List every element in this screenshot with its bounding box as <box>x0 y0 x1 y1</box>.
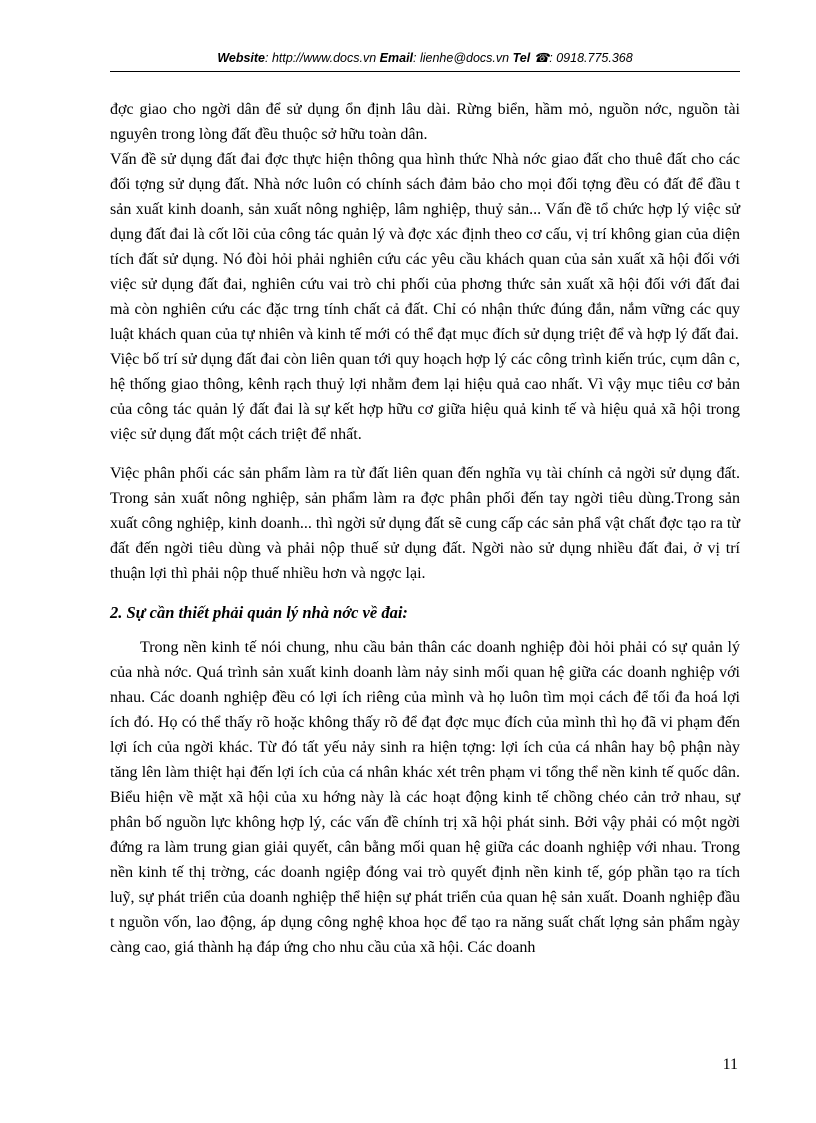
paragraph-2: Vấn đề sử dụng đất đai đợc thực hiện thông qua hình thức Nhà nớc giao đất cho thuê đất cho các đối tợng sử dụng đất. Nhà nớc luôn có chính sách đảm bảo cho mọi đối tợng đều có đất để đầu t sản xuất kinh doanh, sản xuất nông nghiệp, lâm nghiệp, thuỷ sản... Vấn đề tổ chức hợp lý việc sử dụng đất đai là cốt lõi của công tác quản lý và đợc xác định theo cơ cấu, vị trí không gian của diện tích đất sử dụng. Nó đòi hỏi phải nghiên cứu các yêu cầu khách quan của sản xuất xã hội đối với việc sử dụng đất đai, nghiên cứu vai trò chi phối của phơng thức sản xuất xã hội đối với đất đai mà còn nghiên cứu các đặc trng tính chất cả đất. Chỉ có nhận thức đúng đắn, nắm vững các quy luật khách quan của tự nhiên và kinh tế mới có thể đạt mục đích sử dụng triệt để và hợp lý đất đai. <box>110 151 740 343</box>
telephone-icon: ☎ <box>533 51 550 65</box>
email-label: Email <box>379 51 414 65</box>
page-content <box>110 97 740 960</box>
paragraph-4: Việc phân phối các sản phẩm làm ra từ đất liên quan đến nghĩa vụ tài chính cả ngời sử dụng đất. Trong sản xuất nông nghiệp, sản phẩm làm ra đợc phân phối đến tay ngời tiêu dùng.Trong sản xuất công nghiệp, kinh doanh... thì ngời sử dụng đất sẽ cung cấp các sản phẩ vật chất đợc tạo ra từ đất đến ngời tiêu dùng và phải nộp thuế sử dụng đất. Ngời nào sử dụng nhiều đất đai, ở vị trí thuận lợi thì phải nộp thuế nhiều hơn và ngợc lại. <box>110 465 740 582</box>
email-value: : lienhe@docs.vn <box>413 51 510 65</box>
section-heading: 2. Sự cần thiết phải quản lý nhà nớc về đai: <box>110 603 408 622</box>
tel-value: : 0918.775.368 <box>549 51 633 65</box>
website-value: : http://www.docs.vn <box>265 51 377 65</box>
section-paragraph: Trong nền kinh tế nói chung, nhu cầu bản thân các doanh nghiệp đòi hỏi phải có sự quản lý của nhà nớc. Quá trình sản xuất kinh doanh làm nảy sinh mối quan hệ giữa các doanh nghiệp với nhau. Các doanh nghiệp đều có lợi ích riêng của mình và họ luôn tìm mọi cách để tối đa hoá lợi ích đó. Họ có thể thấy rõ hoặc không thấy rõ để đạt đợc mục đích của mình thì họ đã vi phạm đến lợi ích của ngời khác. Từ đó tất yếu nảy sinh ra hiện tợng: lợi ích của cá nhân hay bộ phận này tăng lên làm thiệt hại đến lợi ích của cá nhân khác xét trên phạm vi tổng thể nền kinh tế quốc dân. Biểu hiện về mặt xã hội của xu hớng này là các hoạt động kinh tế chồng chéo cản trở nhau, sự phân bố nguồn lực không hợp lý, các vấn đề chính trị xã hội phát sinh. Bởi vậy phải có một ngời đứng ra làm trung gian giải quyết, cân bằng mối quan hệ giữa các doanh nghiệp với nhau. Trong nền kinh tế thị trờng, các doanh ngiệp đóng vai trò quyết định nền kinh tế, góp phần tạo ra tích luỹ, sự phát triển của doanh nghiệp thể hiện sự phát triển của quan hệ sản xuất. Doanh nghiệp đầu t nguồn vốn, lao động, áp dụng công nghệ khoa học để tạo ra năng suất chất lợng sản phẩm ngày càng cao, giá thành hạ đáp ứng cho nhu cầu của xã hội. Các doanh <box>110 639 740 956</box>
paragraph-3: Việc bố trí sử dụng đất đai còn liên quan tới quy hoạch hợp lý các công trình kiến trúc, cụm dân c, hệ thống giao thông, kênh rạch thuỷ lợi nhằm đem lại hiệu quả cao nhất. Vì vậy mục tiêu cơ bản của công tác quản lý đất đai là sự kết hợp hữu cơ giữa hiệu quả kinh tế và hiệu quả xã hội trong việc sử dụng đất một cách triệt để nhất. <box>110 351 740 443</box>
page-number: 11 <box>722 1056 738 1073</box>
header-divider <box>110 71 740 72</box>
paragraph-1: đợc giao cho ngời dân để sử dụng ổn định lâu dài. Rừng biển, hầm mỏ, nguồn nớc, nguồn tài nguyên trong lòng đất đều thuộc sở hữu toàn dân. <box>110 101 740 143</box>
page-header <box>110 50 740 66</box>
tel-label: Tel <box>512 51 531 65</box>
website-label: Website <box>217 51 266 65</box>
